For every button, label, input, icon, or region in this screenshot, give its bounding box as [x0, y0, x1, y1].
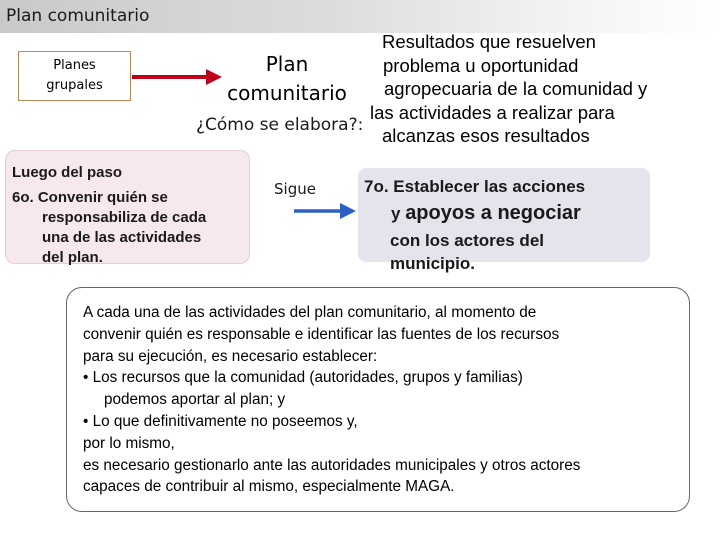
step6-line-2: 6o. Convenir quién se — [12, 189, 168, 206]
plan-title-line-1: Plan — [265, 52, 309, 76]
planes-grupales-box — [18, 51, 131, 101]
como-se-elabora-label: ¿Cómo se elabora?: — [196, 115, 364, 135]
results-line-5: alcanzas esos resultados — [382, 125, 590, 146]
step6-line-3: responsabiliza de cada — [42, 209, 207, 226]
step6-line-5: del plan. — [42, 249, 103, 266]
main-line-2: convenir quién es responsable e identificar las fuentes de los recursos — [83, 325, 560, 343]
step7-line-2 — [364, 198, 646, 229]
step7-line-1: 7o. Establecer las acciones — [364, 177, 586, 196]
header-bar — [0, 0, 720, 33]
step-7-box — [358, 168, 650, 273]
bullet-1-continuation: podemos aportar al plan; y — [104, 391, 286, 409]
sigue-label: Sigue — [274, 180, 316, 198]
main-line-5: es necesario gestionarlo ante las autoridades municipales y otros actores — [83, 456, 581, 474]
step6-line-1: Luego del paso — [12, 164, 123, 181]
main-line-3: para su ejecución, es necesario establecer: — [83, 347, 378, 365]
results-text — [370, 30, 718, 148]
results-line-4: las actividades a realizar para — [370, 101, 615, 123]
step7-line-2-prefix: y — [391, 204, 406, 223]
results-line-1: Resultados que resuelven — [382, 31, 596, 52]
results-line-2: problema u oportunidad — [383, 54, 579, 76]
step6-line-4: una de las actividades — [42, 229, 202, 246]
planes-line-1: Planes — [53, 58, 96, 73]
step7-line-3: con los actores del — [390, 231, 544, 250]
blue-arrow-icon — [292, 201, 358, 221]
main-line-6: capaces de contribuir al mismo, especialmente MAGA. — [83, 478, 455, 496]
step7-line-2-emphasis: apoyos a negociar — [405, 202, 581, 224]
main-line-4: por lo mismo, — [83, 434, 175, 452]
bullet-2: • Lo que definitivamente no poseemos y, — [83, 412, 358, 430]
red-arrow-icon — [130, 66, 224, 88]
results-line-3: agropecuaria de la comunidad y — [384, 78, 648, 99]
page-title: Plan comunitario — [6, 6, 150, 26]
plan-comunitario-heading — [222, 50, 352, 108]
main-line-1: A cada una de las actividades del plan comunitario, al momento de — [83, 304, 537, 321]
main-explanation-box — [66, 287, 690, 512]
step7-line-4: municipio. — [390, 254, 475, 273]
plan-title-line-2: comunitario — [227, 81, 347, 105]
bullet-1: • Los recursos que la comunidad (autoridades, grupos y familias) — [83, 369, 523, 387]
planes-line-2: grupales — [46, 78, 103, 93]
step-6-box — [5, 150, 250, 264]
